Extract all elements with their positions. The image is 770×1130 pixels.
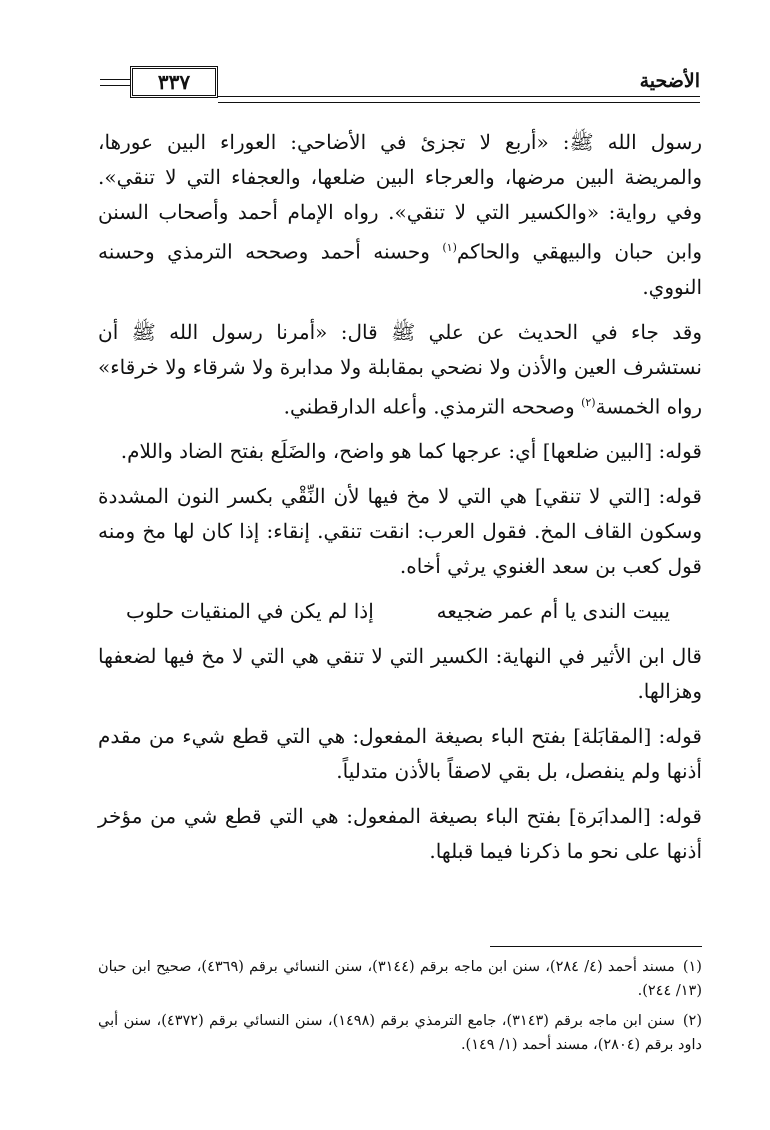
paragraph-2-text: وقد جاء في الحديث عن علي ﷺ قال: «أمرنا رسول الله ﷺ أن نستشرف العين والأذن ولا نضحي بمقابلة ولا مدابرة ولا شرقاء ولا خرقاء» رواه الخمسة	[98, 319, 702, 419]
paragraph-1-end: وحسنه أحمد وصححه الترمذي وحسنه النووي.	[98, 239, 702, 299]
paragraph-2	[98, 315, 702, 425]
paragraph-1	[98, 125, 702, 305]
header-rule-right	[218, 96, 700, 103]
verse-second-hemistich: إذا لم يكن في المنقيات حلوب	[126, 599, 374, 624]
page-header	[100, 60, 700, 108]
footnote-ref-1: (١)	[442, 241, 457, 254]
footnote-separator	[490, 946, 702, 947]
footnote-2	[98, 1009, 702, 1057]
paragraph-1-text: رسول الله ﷺ: «أربع لا تجزئ في الأضاحي: العوراء البين عورها، والمريضة البين مرضها، والعرجاء البين ضلعها، والعجفاء التي لا تنقي». وفي رواية: «والكسير التي لا تنقي». رواه الإمام أحمد وأصحاب السنن وابن حبان والبيهقي والحاكم	[98, 130, 703, 264]
footnote-ref-2: (٢)	[581, 395, 596, 409]
paragraph-7: قوله: [المدابَرة] بفتح الباء بصيغة المفعول: هي التي قطع شي من مؤخر أذنها على نحو ما ذكرنا فيما قبلها.	[98, 804, 702, 864]
paragraph-3: قوله: [البين ضلعها] أي: عرجها كما هو واضح، والضَلَع بفتح الضاد واللام.	[120, 439, 702, 464]
footnote-1-text: مسند أحمد (٤/ ٢٨٤)، سنن ابن ماجه برقم (٣١٤٤)، سنن النسائي برقم (٤٣٦٩)، صحيح ابن حبان (١٣/ ٢٤٤).	[98, 959, 702, 999]
header-rule-left	[100, 79, 130, 86]
paragraph-2-end: وصححه الترمذي. وأعله الدارقطني.	[283, 394, 582, 419]
paragraph-6: قوله: [المقابَلة] بفتح الباء بصيغة المفعول: هي التي قطع شيء من مقدم أذنها ولم ينفصل، بل بقي لاصقاً بالأذن متدلياً.	[98, 724, 702, 784]
paragraph-4: قوله: [التي لا تنقي] هي التي لا مخ فيها لأن النِّقْي بكسر النون المشددة وسكون القاف المخ. فقول العرب: انقت تنقي. إنقاء: إذا كان لها مخ ومنه قول كعب بن سعد الغنوي يرثي أخاه.	[98, 484, 702, 579]
main-text	[98, 125, 702, 879]
poetry-verse	[98, 594, 702, 629]
chapter-title: الأضحية	[639, 70, 700, 92]
footnote-1	[98, 955, 702, 1003]
footnote-1-number: (١)	[682, 959, 702, 975]
footnote-2-number: (٢)	[682, 1013, 702, 1029]
verse-first-hemistich: يبيت الندى يا أم عمر ضجيعه	[436, 599, 670, 624]
page-number: ٣٣٧	[130, 66, 218, 98]
footnotes	[98, 955, 702, 1063]
footnote-2-text: سنن ابن ماجه برقم (٣١٤٣)، جامع الترمذي برقم (١٤٩٨)، سنن النسائي برقم (٤٣٧٢)، سنن أبي داود برقم (٢٨٠٤)، مسند أحمد (١/ ١٤٩).	[98, 1013, 702, 1053]
paragraph-5: قال ابن الأثير في النهاية: الكسير التي لا تنقي هي التي لا مخ فيها لضعفها وهزالها.	[98, 644, 702, 704]
